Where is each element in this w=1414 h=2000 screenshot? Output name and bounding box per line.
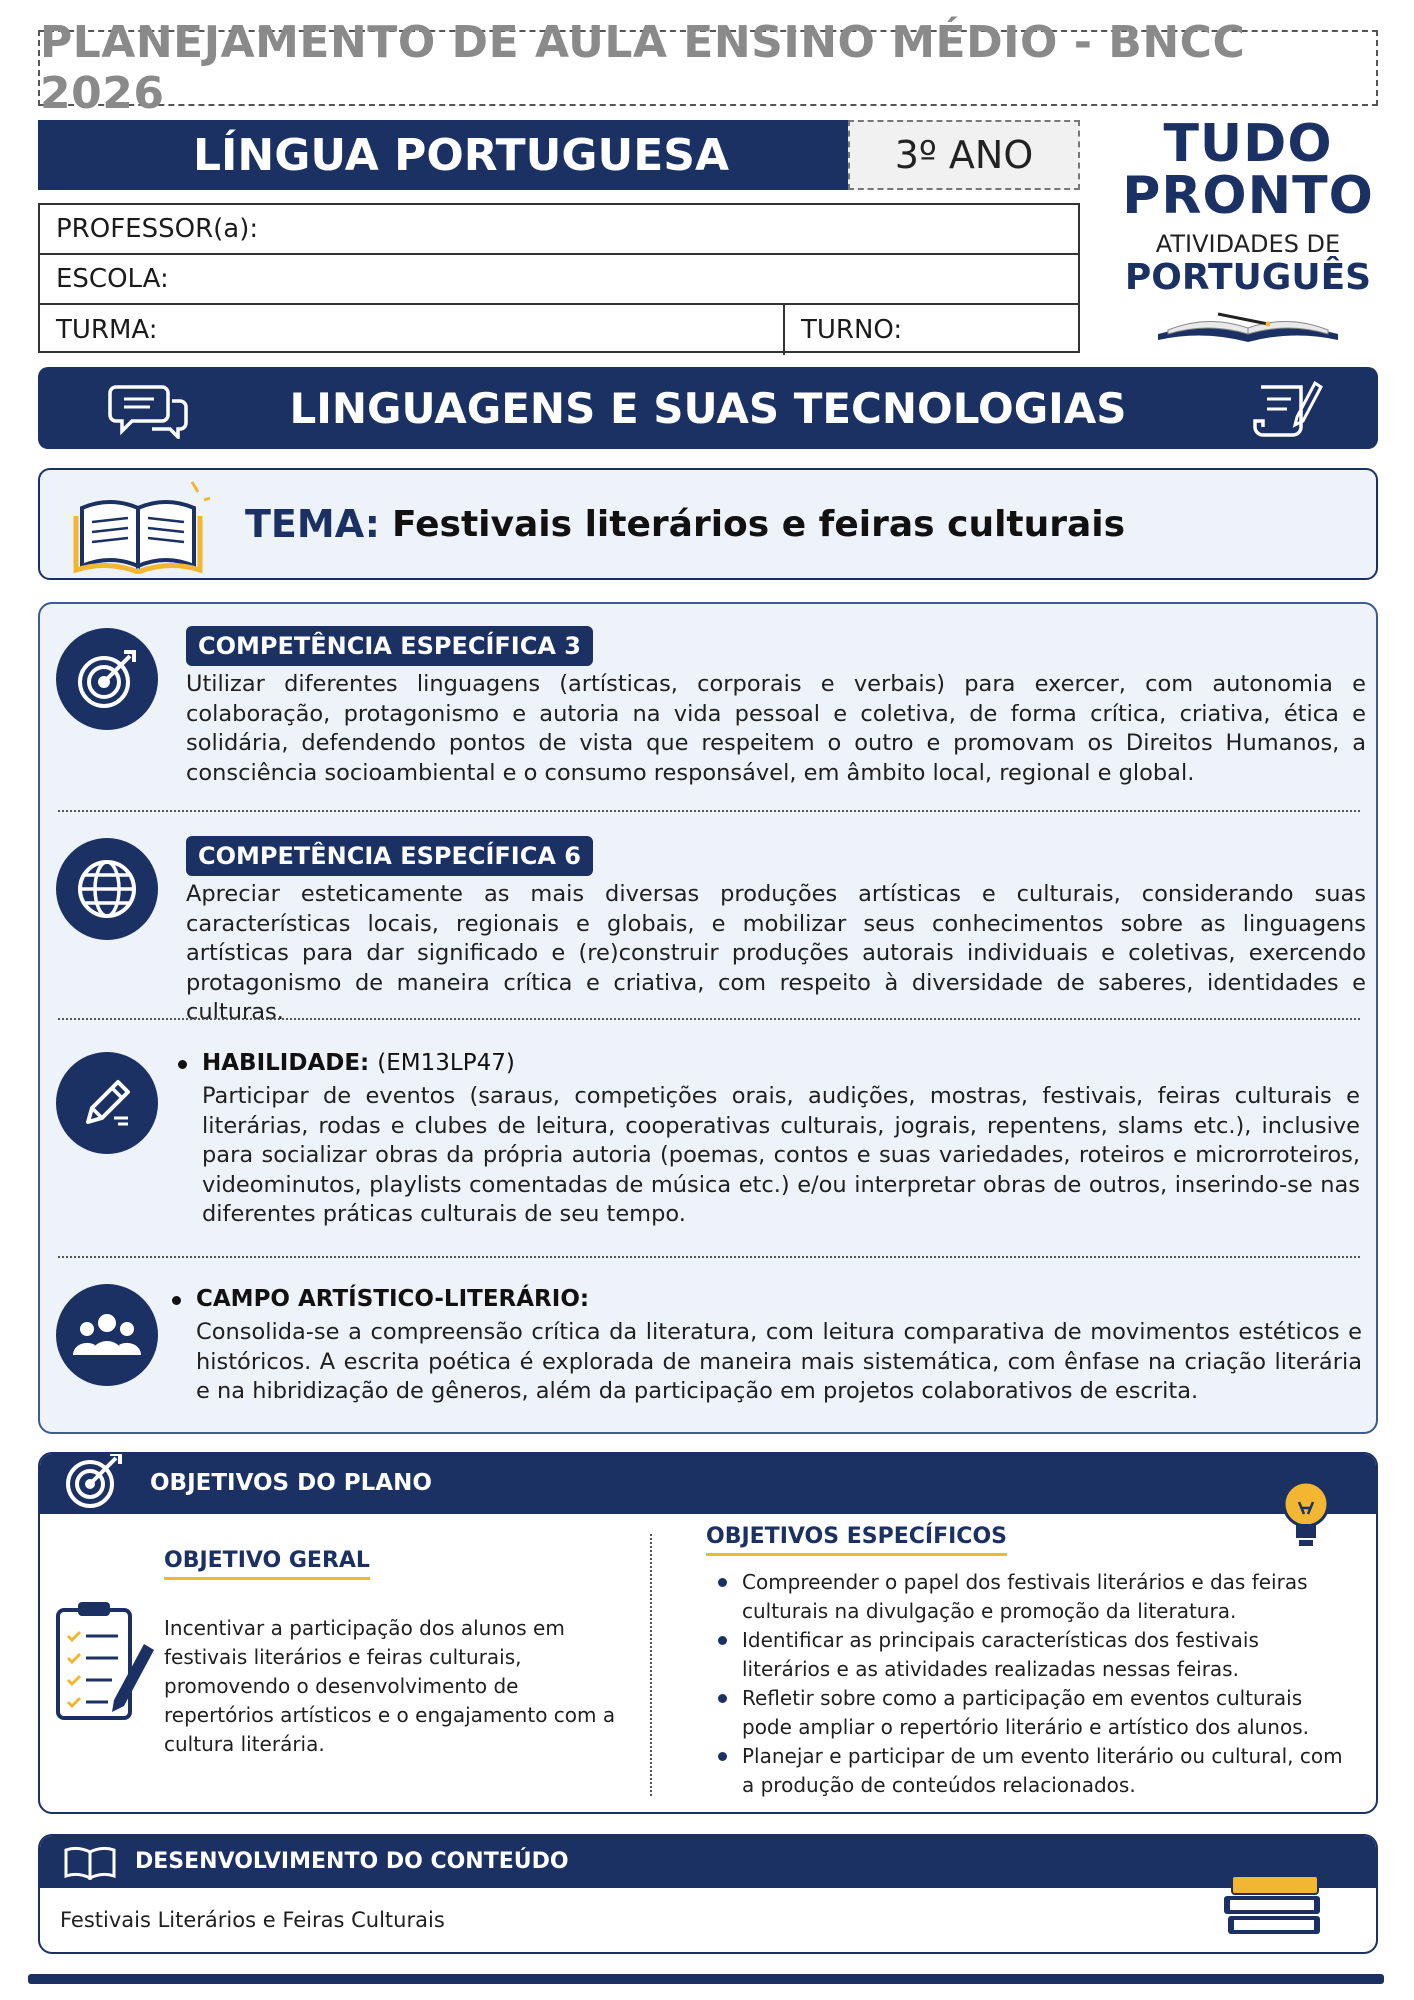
info-table bbox=[38, 203, 1080, 353]
target-icon bbox=[56, 628, 158, 730]
list-item: Compreender o papel dos festivais literários e das feiras culturais na divulgação e promoção da literatura. bbox=[712, 1568, 1352, 1626]
turno-field[interactable] bbox=[785, 305, 902, 355]
area-title: LINGUAGENS E SUAS TECNOLOGIAS bbox=[289, 383, 1127, 433]
bullet bbox=[178, 1060, 187, 1069]
page-title: PLANEJAMENTO DE AULA ENSINO MÉDIO - BNCC 2026 bbox=[38, 30, 1378, 106]
objetivos-header bbox=[40, 1454, 1376, 1514]
objetivos-box bbox=[38, 1452, 1378, 1814]
turma-field[interactable] bbox=[40, 305, 785, 355]
competencia-3-text: Utilizar diferentes linguagens (artísticas, corporais e verbais) para exercer, com autonomia e colaboração, protagonismo e autoria na vida pessoal e coletiva, de forma crítica, criativa, ética e solidária, defendendo pontos de vista que respeitem o outro e promovam os Direitos Humanos, a consciência socioambiental e o consumo responsável, em âmbito local, regional e global. bbox=[186, 671, 1366, 786]
campo-label: CAMPO ARTÍSTICO-LITERÁRIO: bbox=[196, 1286, 590, 1312]
campo-text: Consolida-se a compreensão crítica da literatura, com leitura comparativa de movimentos estéticos e históricos. A escrita poética é explorada de maneira mais sistemática, com ênfase na criação literária e na hibridização de gêneros, além da participação em projetos colaborativos de escrita. bbox=[196, 1319, 1362, 1404]
professor-field[interactable] bbox=[40, 205, 1078, 255]
turma-turno-row bbox=[40, 305, 1078, 355]
objetivo-geral-text: Incentivar a participação dos alunos em festivais literários e feiras culturais, promovendo o desenvolvimento de repertórios artísticos e o engajamento com a cultura literária. bbox=[164, 1616, 616, 1756]
bullet bbox=[172, 1296, 181, 1305]
divider bbox=[650, 1534, 652, 1796]
habilidade-text: Participar de eventos (saraus, competições orais, audições, mostras, festivais, feiras culturais e literárias, rodas e clubes de leitura, cooperativas culturais, jograis, repentens, slams etc.), inclusive para socializar obras da própria autoria (poemas, contos e suas variedades, roteiros e microrroteiros, videominutos, playlists comentadas de música etc.) e/ou interpretar obras de outros, inserindo-se nas diferentes práticas culturais de seu tempo. bbox=[202, 1083, 1360, 1227]
desenvolvimento-title: DESENVOLVIMENTO DO CONTEÚDO bbox=[135, 1849, 569, 1874]
brand-logo bbox=[1118, 114, 1378, 338]
logo-line-4: PORTUGUÊS bbox=[1124, 257, 1372, 298]
grade-box bbox=[848, 120, 1080, 190]
divider bbox=[58, 1018, 1360, 1020]
competencia-6-text: Apreciar esteticamente as mais diversas produções artísticas e culturais, considerando suas características locais, regionais e globais, e mobilizar seus conhecimentos sobre as linguagens artísticas para dar significado e (re)construir produções autorais individuais e coletivas, exercendo protagonismo de maneira crítica e criativa, com respeito à diversidade de saberes, identidades e culturas. bbox=[186, 881, 1366, 1025]
list-item: Planejar e participar de um evento literário ou cultural, com a produção de conteúdos relacionados. bbox=[712, 1742, 1352, 1800]
logo-line-1: TUDO bbox=[1163, 114, 1333, 174]
tema-box bbox=[38, 468, 1378, 580]
habilidade-label: HABILIDADE: bbox=[202, 1050, 370, 1076]
objetivos-title: OBJETIVOS DO PLANO bbox=[150, 1470, 432, 1496]
turma-label: TURMA: bbox=[56, 315, 158, 345]
desenvolvimento-text: Festivais Literários e Feiras Culturais bbox=[60, 1908, 445, 1932]
competencia-3-title: COMPETÊNCIA ESPECÍFICA 3 bbox=[186, 626, 593, 666]
professor-label: PROFESSOR(a): bbox=[56, 214, 259, 244]
desenvolvimento-box bbox=[38, 1834, 1378, 1954]
habilidade-code: (EM13LP47) bbox=[377, 1050, 515, 1076]
desenvolvimento-header bbox=[40, 1836, 1376, 1888]
book-stack-icon bbox=[1218, 1856, 1338, 1946]
subject-title: LÍNGUA PORTUGUESA bbox=[193, 129, 730, 181]
subject-bar bbox=[38, 120, 848, 190]
competencia-6-title: COMPETÊNCIA ESPECÍFICA 6 bbox=[186, 836, 593, 876]
people-group-icon bbox=[56, 1284, 158, 1386]
footer-bar bbox=[28, 1974, 1384, 1984]
competencias-box bbox=[38, 602, 1378, 1434]
chat-bubbles-icon bbox=[108, 379, 192, 439]
clipboard-checklist-icon bbox=[52, 1600, 156, 1726]
escola-label: ESCOLA: bbox=[56, 264, 169, 294]
logo-line-2: PRONTO bbox=[1122, 166, 1374, 226]
list-item: Refletir sobre como a participação em eventos culturais pode ampliar o repertório literário e artístico dos alunos. bbox=[712, 1684, 1352, 1742]
list-item: Identificar as principais características dos festivais literários e as atividades realizadas nessas feiras. bbox=[712, 1626, 1352, 1684]
escola-field[interactable] bbox=[40, 255, 1078, 305]
tema-label: TEMA: bbox=[245, 502, 381, 546]
grade-label: 3º ANO bbox=[894, 133, 1034, 177]
open-book-icon bbox=[1148, 300, 1348, 346]
objetivos-especificos-title: OBJETIVOS ESPECÍFICOS bbox=[706, 1524, 1007, 1556]
divider bbox=[58, 810, 1360, 812]
lightbulb-icon bbox=[1266, 1462, 1346, 1562]
target-icon bbox=[62, 1452, 126, 1512]
open-book-icon bbox=[70, 478, 210, 574]
objetivos-especificos-list bbox=[712, 1568, 1352, 1800]
habilidade-heading bbox=[202, 1050, 515, 1076]
writing-document-icon bbox=[1253, 377, 1323, 439]
objetivo-geral-title: OBJETIVO GERAL bbox=[164, 1548, 370, 1580]
divider bbox=[58, 1256, 1360, 1258]
logo-line-3: ATIVIDADES DE bbox=[1155, 230, 1341, 258]
book-icon bbox=[62, 1844, 118, 1880]
globe-icon bbox=[56, 838, 158, 940]
area-banner bbox=[38, 367, 1378, 449]
turno-label: TURNO: bbox=[801, 315, 903, 345]
tema-value: Festivais literários e feiras culturais bbox=[392, 504, 1126, 545]
pencil-icon bbox=[56, 1052, 158, 1154]
